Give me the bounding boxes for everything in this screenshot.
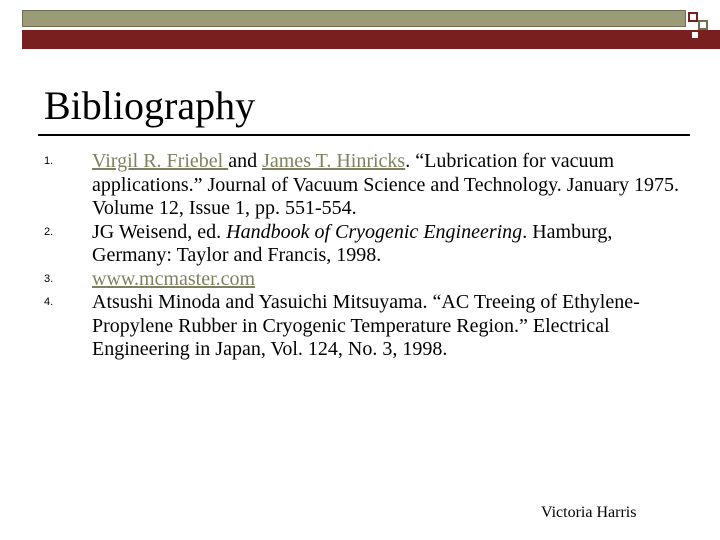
reference-item	[44, 268, 684, 292]
author-footer: Victoria Harris	[541, 504, 637, 521]
reference-item	[44, 150, 684, 221]
reference-number: 1.	[44, 155, 54, 167]
reference-text: Atsushi Minoda and Yasuichi Mitsuyama. “AC Treeing of Ethylene-Propylene Rubber in Cryogenic Temperature Region.” Electrical Engineering in Japan, Vol. 124, No. 3, 1998.	[92, 291, 640, 360]
website-link[interactable]: www.mcmaster.com	[92, 267, 256, 290]
slide-title: Bibliography	[44, 83, 256, 128]
reference-text: . “Lubrication for vacuum applications.” Journal of Vacuum Science and Technology. January 1975. Volume 12, Issue 1, pp. 551-554.	[92, 150, 679, 219]
header-olive-band	[22, 10, 686, 27]
reference-text: JG Weisend, ed.	[92, 220, 227, 243]
reference-number: 3.	[44, 272, 54, 285]
corner-square	[698, 20, 708, 30]
corner-square	[690, 30, 700, 40]
reference-item	[44, 291, 684, 362]
header-red-bar	[22, 30, 720, 49]
author-link-hinricks[interactable]: James T. Hinricks	[262, 150, 406, 172]
reference-text: and	[228, 150, 263, 172]
reference-item	[44, 221, 684, 268]
corner-square	[688, 12, 698, 22]
title-divider	[38, 134, 690, 136]
author-link-friebel[interactable]: Virgil R. Friebel	[92, 150, 229, 172]
corner-squares-decoration	[686, 12, 712, 42]
header-decoration	[22, 10, 686, 37]
reference-text: . Hamburg, Germany: Taylor and Francis, 1998.	[92, 220, 613, 266]
reference-list	[44, 150, 684, 362]
book-title: Handbook of Cryogenic Engineering	[226, 220, 523, 243]
reference-number: 4.	[44, 296, 54, 308]
reference-number: 2.	[44, 225, 54, 238]
